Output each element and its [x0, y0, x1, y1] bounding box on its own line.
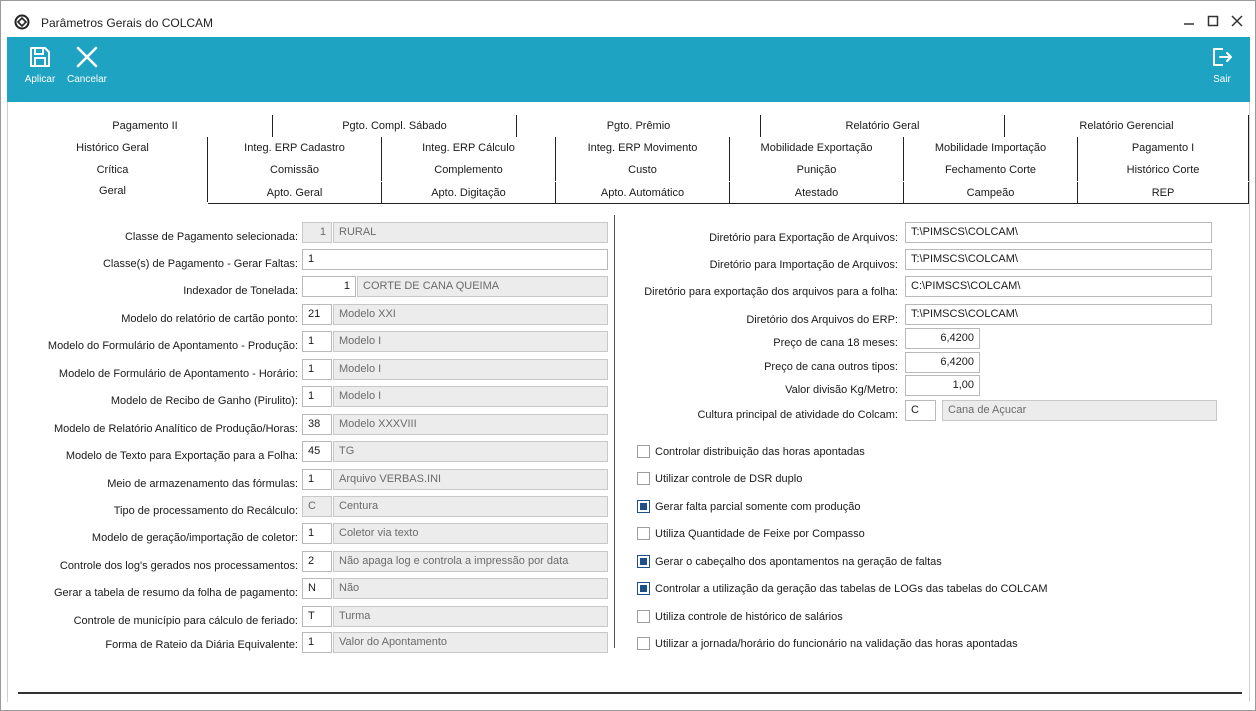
tab-integ-erp-movimento[interactable]: Integ. ERP Movimento: [556, 137, 730, 159]
field-code[interactable]: 1: [302, 331, 332, 352]
tab-pagamento-i[interactable]: Pagamento I: [1078, 137, 1249, 159]
checkbox[interactable]: [637, 582, 650, 595]
field-label: Forma de Rateio da Diária Equivalente:: [105, 639, 298, 651]
field-label: Gerar a tabela de resumo da folha de pagamento:: [54, 587, 298, 599]
tab-campeao[interactable]: Campeão: [904, 182, 1078, 204]
exit-button[interactable]: [1207, 45, 1237, 85]
field-code[interactable]: C: [302, 496, 332, 517]
close-icon: [75, 45, 99, 69]
field-desc: Coletor via texto: [333, 523, 608, 544]
field-code[interactable]: 1: [302, 222, 332, 243]
tab-rep[interactable]: REP: [1078, 182, 1249, 204]
field-label: Classe(s) de Pagamento - Gerar Faltas:: [102, 258, 298, 270]
tab-apto-geral[interactable]: Apto. Geral: [208, 182, 382, 204]
tab-custo[interactable]: Custo: [556, 159, 730, 181]
field-desc: Modelo I: [333, 386, 608, 407]
field-code[interactable]: 21: [302, 304, 332, 325]
checkbox-label: Utilizar a jornada/horário do funcionário na validação das horas apontadas: [655, 638, 1018, 650]
valor-div-label: Valor divisão Kg/Metro:: [785, 384, 898, 396]
tab-critica[interactable]: Crítica: [18, 159, 208, 181]
tab-row-4: [8, 180, 1244, 202]
field-desc: Centura: [333, 496, 608, 517]
tab-comissao[interactable]: Comissão: [208, 159, 382, 181]
checkbox-label: Controlar a utilização da geração das tabelas de LOGs das tabelas do COLCAM: [655, 583, 1048, 595]
tab-pgto-premio[interactable]: Pgto. Prêmio: [517, 115, 761, 137]
field-label: Modelo de Relatório Analítico de Produção/Horas:: [54, 423, 298, 435]
bottom-separator: [18, 692, 1242, 694]
apply-label: Aplicar: [24, 74, 56, 85]
tab-historico-corte[interactable]: Histórico Corte: [1078, 159, 1249, 181]
field-code[interactable]: 1: [302, 632, 332, 653]
field-desc: Modelo I: [333, 359, 608, 380]
exit-label: Sair: [1213, 74, 1231, 85]
field-label: Classe de Pagamento selecionada:: [124, 231, 298, 243]
tab-row-1: [8, 115, 1244, 137]
valor-div-input[interactable]: 1,00: [905, 375, 980, 396]
field-desc: Arquivo VERBAS.INI: [333, 469, 608, 490]
tab-mobilidade-importacao[interactable]: Mobilidade Importação: [904, 137, 1078, 159]
field-code[interactable]: 1: [302, 359, 332, 380]
dir-export-input[interactable]: T:\PIMSCS\COLCAM\: [905, 222, 1212, 243]
tab-relatorio-geral[interactable]: Relatório Geral: [761, 115, 1005, 137]
checkbox-label: Utiliza Quantidade de Feixe por Compasso: [655, 528, 865, 540]
field-label: Modelo do relatório de cartão ponto:: [121, 313, 298, 325]
tab-fechamento-corte[interactable]: Fechamento Corte: [904, 159, 1078, 181]
field-label: Modelo de Recibo de Ganho (Pirulito):: [110, 395, 298, 407]
tab-mobilidade-exportacao[interactable]: Mobilidade Exportação: [730, 137, 904, 159]
field-label: Modelo de geração/importação de coletor:: [91, 532, 298, 544]
dir-erp-input[interactable]: T:\PIMSCS\COLCAM\: [905, 304, 1212, 325]
dir-export-label: Diretório para Exportação de Arquivos:: [709, 232, 898, 244]
field-code[interactable]: 45: [302, 441, 332, 462]
toolbar: [7, 37, 1250, 102]
minimize-icon[interactable]: [1181, 13, 1197, 29]
field-label: Controle dos log's gerados nos processamentos:: [59, 560, 298, 572]
cancel-label: Cancelar: [66, 74, 108, 85]
tab-relatorio-gerencial[interactable]: Relatório Gerencial: [1005, 115, 1249, 137]
close-window-icon[interactable]: [1229, 13, 1245, 29]
field-label: Modelo de Texto para Exportação para a Folha:: [65, 450, 298, 462]
preco18-label: Preço de cana 18 meses:: [773, 337, 898, 349]
checkbox-label: Gerar falta parcial somente com produção: [655, 501, 861, 513]
field-desc: Não apaga log e controla a impressão por data: [333, 551, 608, 572]
apply-button[interactable]: [21, 45, 59, 85]
field-desc: Turma: [333, 606, 608, 627]
tab-historico-geral[interactable]: Histórico Geral: [18, 137, 208, 159]
tab-integ-erp-calculo[interactable]: Integ. ERP Cálculo: [382, 137, 556, 159]
column-divider: [614, 215, 615, 648]
tab-pgto-compl-sabado[interactable]: Pgto. Compl. Sábado: [273, 115, 517, 137]
window-title: Parâmetros Gerais do COLCAM: [41, 16, 214, 30]
checkbox-label: Utilizar controle de DSR duplo: [655, 473, 803, 485]
cancel-button[interactable]: [65, 45, 109, 85]
field-code[interactable]: 1: [302, 276, 356, 297]
field-code[interactable]: T: [302, 606, 332, 627]
tab-apto-digitacao[interactable]: Apto. Digitação: [382, 182, 556, 204]
field-desc: Não: [333, 578, 608, 599]
save-icon: [28, 45, 52, 69]
dir-erp-label: Diretório dos Arquivos do ERP:: [746, 314, 898, 326]
field-desc: TG: [333, 441, 608, 462]
dir-folha-label: Diretório para exportação dos arquivos para a folha:: [644, 286, 898, 298]
cultura-desc: Cana de Açucar: [942, 400, 1217, 421]
field-code[interactable]: 1: [302, 249, 608, 270]
dir-import-input[interactable]: T:\PIMSCS\COLCAM\: [905, 249, 1212, 270]
field-code[interactable]: 1: [302, 386, 332, 407]
field-label: Indexador de Tonelada:: [183, 285, 298, 297]
checkbox-label: Gerar o cabeçalho dos apontamentos na geração de faltas: [655, 556, 942, 568]
field-desc: Modelo XXI: [333, 304, 608, 325]
cultura-label: Cultura principal de atividade do Colcam:: [697, 409, 898, 421]
tab-integ-erp-cadastro[interactable]: Integ. ERP Cadastro: [208, 137, 382, 159]
checkbox[interactable]: [637, 445, 650, 458]
field-code[interactable]: N: [302, 578, 332, 599]
tab-row-3: [8, 159, 1244, 181]
checkbox[interactable]: [637, 637, 650, 650]
field-desc: Valor do Apontamento: [333, 632, 608, 653]
checkbox[interactable]: [637, 500, 650, 513]
field-label: Controle de município para cálculo de feriado:: [73, 615, 298, 627]
field-desc: CORTE DE CANA QUEIMA: [357, 276, 608, 297]
preco-outros-input[interactable]: 6,4200: [905, 352, 980, 373]
tab-row-2: [8, 137, 1244, 159]
field-label: Modelo de Formulário de Apontamento - Horário:: [58, 368, 298, 380]
field-label: Meio de armazenamento das fórmulas:: [107, 478, 298, 490]
field-label: Tipo de processamento do Recálculo:: [113, 505, 298, 517]
field-desc: Modelo I: [333, 331, 608, 352]
field-label: Modelo do Formulário de Apontamento - Produção:: [47, 340, 298, 352]
checkbox[interactable]: [637, 610, 650, 623]
logout-icon: [1210, 45, 1234, 69]
cultura-code-input[interactable]: C: [905, 400, 936, 421]
checkbox[interactable]: [637, 555, 650, 568]
field-code[interactable]: 2: [302, 551, 332, 572]
field-desc: RURAL: [333, 222, 608, 243]
checkbox-label: Controlar distribuição das horas apontadas: [655, 446, 865, 458]
field-code[interactable]: 38: [302, 414, 332, 435]
checkbox[interactable]: [637, 472, 650, 485]
checkbox-label: Utiliza controle de histórico de salários: [655, 611, 843, 623]
dir-folha-input[interactable]: C:\PIMSCS\COLCAM\: [905, 276, 1212, 297]
checkbox[interactable]: [637, 527, 650, 540]
tab-pagamento-ii[interactable]: Pagamento II: [18, 115, 273, 137]
tab-atestado[interactable]: Atestado: [730, 182, 904, 204]
field-desc: Modelo XXXVIII: [333, 414, 608, 435]
tab-geral[interactable]: Geral: [18, 180, 208, 202]
tab-punicao[interactable]: Punição: [730, 159, 904, 181]
preco18-input[interactable]: 6,4200: [905, 328, 980, 349]
maximize-icon[interactable]: [1205, 13, 1221, 29]
tab-complemento[interactable]: Complemento: [382, 159, 556, 181]
tab-apto-automatico[interactable]: Apto. Automático: [556, 182, 730, 204]
dir-import-label: Diretório para Importação de Arquivos:: [709, 259, 898, 271]
app-logo-icon: [14, 14, 30, 30]
field-code[interactable]: 1: [302, 469, 332, 490]
title-bar: [1, 1, 1255, 37]
main-content: [7, 102, 1250, 702]
tab-strip-baseline: [208, 203, 1249, 204]
preco-outros-label: Preço de cana outros tipos:: [764, 361, 898, 373]
field-code[interactable]: 1: [302, 523, 332, 544]
